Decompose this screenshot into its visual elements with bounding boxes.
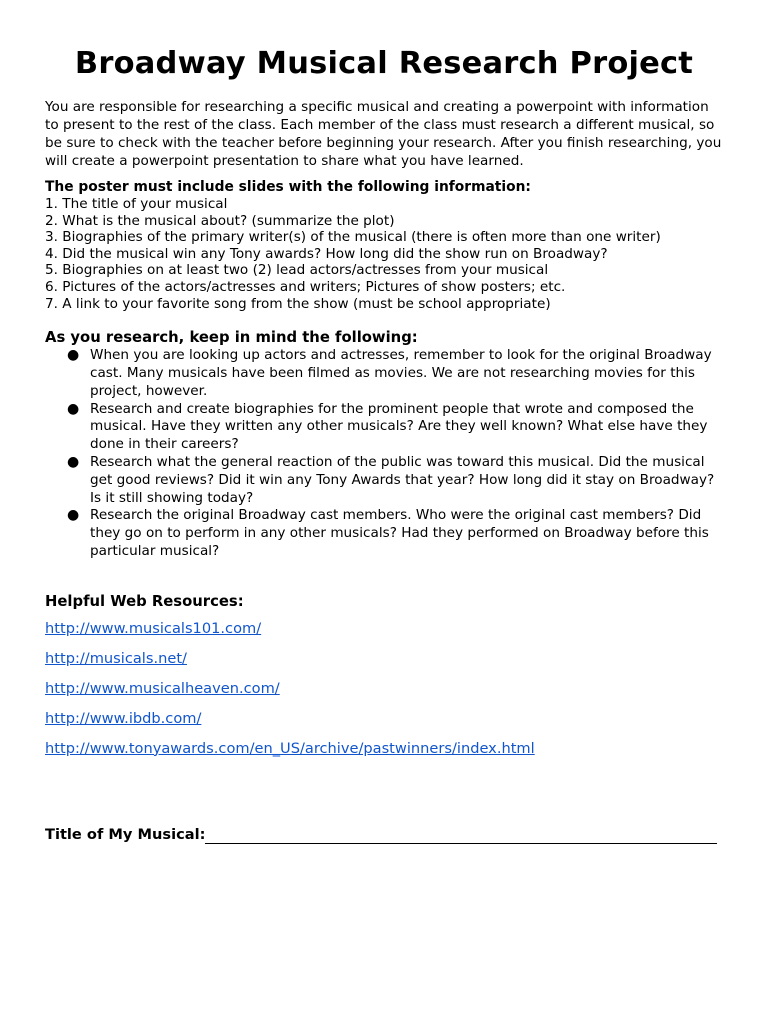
requirement-item: 5. Biographies on at least two (2) lead actors/actresses from your musical	[45, 262, 549, 279]
requirement-item: 7. A link to your favorite song from the show (must be school appropriate)	[45, 295, 551, 312]
bullet-icon: ●	[67, 453, 80, 470]
requirement-item: 3. Biographies of the primary writer(s) of the musical (there is often more than one writer)	[45, 229, 661, 246]
requirements-list	[45, 196, 723, 312]
resource-link[interactable]: http://www.tonyawards.com/en_US/archive/pastwinners/index.html	[45, 739, 535, 757]
list-item	[45, 454, 725, 507]
list-item-text: Research what the general reaction of the public was toward this musical. Did the musical get good reviews? Did it win any Tony Awards that year? How long did it stay on Broadway? Is it still showing today?	[90, 453, 715, 506]
list-item	[45, 347, 725, 400]
resource-item	[45, 620, 723, 638]
intro-paragraph: You are responsible for researching a specific musical and creating a powerpoint with information to present to the rest of the class. Each member of the class must research a different musical, so be sure to check with the teacher before beginning your research. After you finish researching, you will create a powerpoint presentation to share what you have learned.	[45, 99, 722, 169]
resource-item	[45, 710, 723, 728]
list-item-text: Research the original Broadway cast members. Who were the original cast members? Did they go on to perform in any other musicals? Had they performed on Broadway before this particular musical?	[90, 507, 709, 559]
resource-link[interactable]: http://www.musicals101.com/	[45, 619, 262, 637]
bullet-icon: ●	[67, 347, 80, 364]
requirement-item: 4. Did the musical win any Tony awards? How long did the show run on Broadway?	[45, 245, 608, 262]
musical-title-field	[45, 826, 717, 844]
resource-link[interactable]: http://musicals.net/	[45, 649, 187, 667]
list-item	[45, 401, 725, 454]
resources-list	[45, 620, 723, 758]
bullet-icon: ●	[67, 507, 80, 524]
musical-title-blank-line[interactable]	[205, 829, 717, 844]
musical-title-label: Title of My Musical:	[45, 826, 206, 843]
requirements-heading: The poster must include slides with the following information:	[45, 179, 531, 195]
resource-item	[45, 650, 723, 668]
requirement-item: 2. What is the musical about? (summarize the plot)	[45, 212, 395, 229]
resources-heading: Helpful Web Resources:	[45, 592, 244, 610]
list-item-text: When you are looking up actors and actresses, remember to look for the original Broadway cast. Many musicals have been filmed as movies. We are not researching movies for this project, however.	[90, 347, 712, 399]
document-title: Broadway Musical Research Project	[74, 46, 694, 81]
keep-in-mind-list	[45, 347, 723, 561]
requirement-item: 6. Pictures of the actors/actresses and writers; Pictures of show posters; etc.	[45, 278, 566, 295]
resource-link[interactable]: http://www.musicalheaven.com/	[45, 679, 280, 697]
bullet-icon: ●	[67, 400, 80, 417]
requirement-item: 1. The title of your musical	[45, 196, 228, 212]
list-item	[45, 507, 725, 560]
resource-item	[45, 680, 723, 698]
resource-item	[45, 740, 723, 758]
resource-link[interactable]: http://www.ibdb.com/	[45, 709, 202, 727]
list-item-text: Research and create biographies for the prominent people that wrote and composed the musical. Have they written any other musicals? Are they well known? What else have they done in their careers?	[90, 400, 708, 453]
keep-in-mind-heading: As you research, keep in mind the following:	[45, 329, 418, 347]
